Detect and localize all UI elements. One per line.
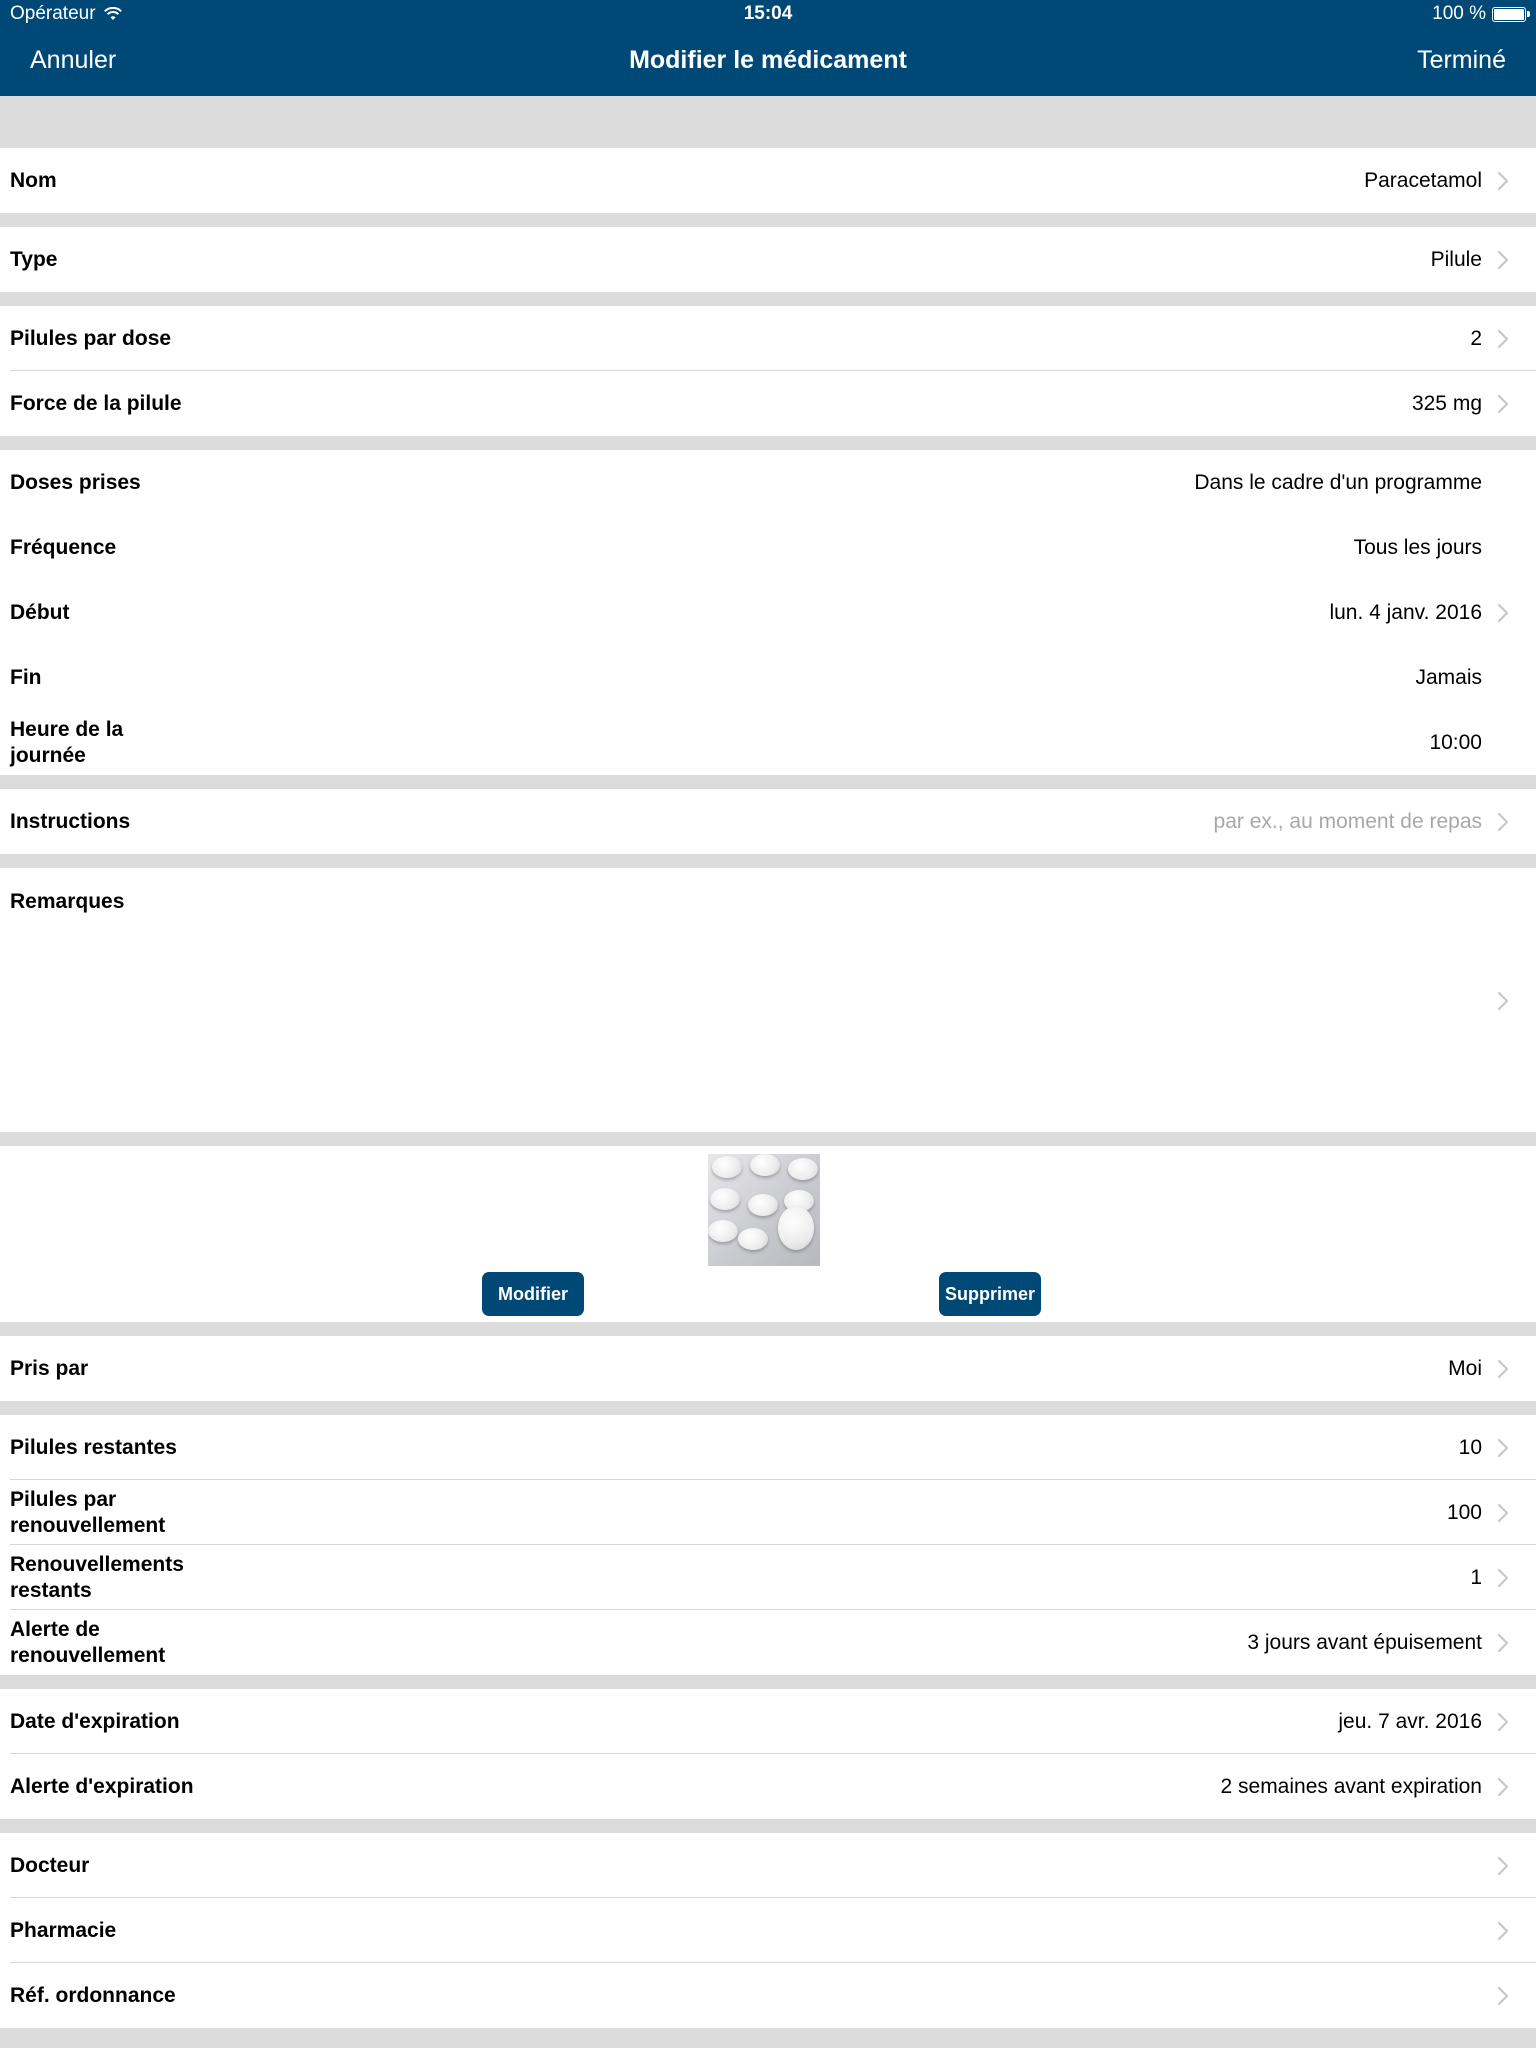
row-time-of-day[interactable] (0, 710, 1536, 775)
prescription-ref-label: Réf. ordonnance (10, 1983, 176, 2007)
section-name (0, 148, 1536, 213)
top-bar (0, 0, 1536, 96)
chevron-right-icon (1492, 1567, 1514, 1589)
section-type (0, 227, 1536, 292)
row-pharmacy[interactable] (0, 1898, 1536, 1963)
row-refill-alert[interactable] (0, 1610, 1536, 1675)
row-instructions[interactable] (0, 789, 1536, 854)
pills-per-refill-label (10, 1487, 165, 1539)
cancel-button[interactable]: Annuler (30, 46, 117, 74)
refills-remaining-label-line1: Renouvellements (10, 1552, 184, 1576)
chevron-right-icon (1492, 602, 1514, 624)
row-expiration-date[interactable] (0, 1689, 1536, 1754)
form-content (0, 96, 1536, 2042)
section-contacts (0, 1833, 1536, 2028)
doses-taken-value: Dans le cadre d'un programme (1194, 470, 1482, 494)
carrier-label: Opérateur (10, 3, 96, 24)
row-pill-strength[interactable] (0, 371, 1536, 436)
status-time: 15:04 (743, 3, 793, 24)
chevron-right-icon (1492, 1358, 1514, 1380)
pills-per-refill-label-line1: Pilules par (10, 1487, 117, 1511)
chevron-right-icon (1492, 1502, 1514, 1524)
page-title: Modifier le médicament (629, 46, 907, 74)
done-button[interactable]: Terminé (1417, 46, 1506, 74)
battery-info (1432, 3, 1526, 25)
navigation-bar (0, 30, 1536, 96)
expiration-alert-value: 2 semaines avant expiration (1220, 1774, 1482, 1798)
pills-per-dose-label: Pilules par dose (10, 326, 172, 350)
refills-remaining-label (10, 1552, 184, 1604)
section-instructions (0, 789, 1536, 854)
section-taken-by (0, 1336, 1536, 1401)
start-value: lun. 4 janv. 2016 (1329, 600, 1482, 624)
refill-alert-value: 3 jours avant épuisement (1247, 1630, 1482, 1654)
taken-by-label: Pris par (10, 1356, 89, 1380)
pills-remaining-label: Pilules restantes (10, 1435, 177, 1459)
time-of-day-value: 10:00 (1429, 730, 1482, 754)
row-end[interactable] (0, 645, 1536, 710)
pills-per-refill-value: 100 (1446, 1500, 1482, 1524)
row-refills-remaining[interactable] (0, 1545, 1536, 1610)
row-pills-per-refill[interactable] (0, 1480, 1536, 1545)
medication-photo[interactable] (708, 1154, 820, 1266)
end-label: Fin (10, 665, 42, 689)
frequency-value: Tous les jours (1353, 535, 1482, 559)
chevron-right-icon (1492, 1711, 1514, 1733)
row-name[interactable] (0, 148, 1536, 213)
section-spacer (0, 96, 1536, 148)
photo-section (0, 1146, 1536, 1322)
edit-photo-button[interactable]: Modifier (482, 1272, 584, 1316)
chevron-right-icon (1492, 393, 1514, 415)
pill-strength-value: 325 mg (1411, 391, 1482, 415)
refills-remaining-value: 1 (1470, 1565, 1482, 1589)
row-start[interactable] (0, 580, 1536, 645)
pills-per-refill-label-line2: renouvellement (10, 1513, 166, 1537)
section-spacer (0, 775, 1536, 789)
row-frequency[interactable] (0, 515, 1536, 580)
row-pills-per-dose[interactable] (0, 306, 1536, 371)
chevron-right-icon (1492, 811, 1514, 833)
frequency-label: Fréquence (10, 535, 117, 559)
pills-per-dose-value: 2 (1470, 326, 1482, 350)
refill-alert-label (10, 1617, 165, 1669)
chevron-right-icon (1492, 249, 1514, 271)
instructions-placeholder: par ex., au moment de repas (1213, 809, 1482, 833)
refill-alert-label-line1: Alerte de (10, 1617, 100, 1641)
section-schedule[interactable] (0, 450, 1536, 775)
row-prescription-ref[interactable] (0, 1963, 1536, 2028)
row-taken-by[interactable] (0, 1336, 1536, 1401)
chevron-right-icon (1492, 328, 1514, 350)
section-dose (0, 306, 1536, 436)
type-value: Pilule (1430, 247, 1482, 271)
pill-strength-label: Force de la pilule (10, 391, 182, 415)
status-bar (0, 0, 1536, 30)
start-label: Début (10, 600, 70, 624)
type-label: Type (10, 247, 58, 271)
section-spacer (0, 1322, 1536, 1336)
doctor-label: Docteur (10, 1853, 90, 1877)
chevron-right-icon (1492, 1855, 1514, 1877)
section-spacer (0, 1132, 1536, 1146)
section-spacer (0, 2028, 1536, 2042)
chevron-right-icon (1492, 1920, 1514, 1942)
delete-photo-button[interactable]: Supprimer (939, 1272, 1041, 1316)
name-label: Nom (10, 168, 57, 192)
name-value: Paracetamol (1364, 168, 1482, 192)
section-spacer (0, 213, 1536, 227)
time-of-day-label (10, 717, 123, 769)
row-doses-taken[interactable] (0, 450, 1536, 515)
section-spacer (0, 1401, 1536, 1415)
expiration-alert-label: Alerte d'expiration (10, 1774, 194, 1798)
expiration-date-value: jeu. 7 avr. 2016 (1338, 1709, 1482, 1733)
section-spacer (0, 1675, 1536, 1689)
chevron-right-icon (1492, 170, 1514, 192)
chevron-right-icon (1492, 1985, 1514, 2007)
pills-remaining-value: 10 (1458, 1435, 1482, 1459)
row-pills-remaining[interactable] (0, 1415, 1536, 1480)
time-of-day-label-line2: journée (10, 743, 86, 767)
row-doctor[interactable] (0, 1833, 1536, 1898)
section-spacer (0, 436, 1536, 450)
chevron-right-icon (1492, 1776, 1514, 1798)
section-expiration (0, 1689, 1536, 1819)
section-refill (0, 1415, 1536, 1675)
row-type[interactable] (0, 227, 1536, 292)
section-spacer (0, 292, 1536, 306)
refills-remaining-label-line2: restants (10, 1578, 92, 1602)
doses-taken-label: Doses prises (10, 470, 141, 494)
battery-icon (1492, 7, 1526, 22)
row-expiration-alert[interactable] (0, 1754, 1536, 1819)
taken-by-value: Moi (1448, 1356, 1482, 1380)
pharmacy-label: Pharmacie (10, 1918, 117, 1942)
end-value: Jamais (1415, 665, 1482, 689)
chevron-right-icon (1492, 1437, 1514, 1459)
section-spacer (0, 854, 1536, 868)
expiration-date-label: Date d'expiration (10, 1709, 180, 1733)
chevron-right-icon (1492, 990, 1514, 1017)
battery-percent: 100 % (1432, 3, 1486, 24)
notes-label: Remarques (10, 890, 125, 913)
time-of-day-label-line1: Heure de la (10, 717, 124, 741)
row-notes[interactable] (0, 868, 1536, 1132)
refill-alert-label-line2: renouvellement (10, 1643, 166, 1667)
section-spacer (0, 1819, 1536, 1833)
instructions-label: Instructions (10, 809, 131, 833)
chevron-right-icon (1492, 1632, 1514, 1654)
